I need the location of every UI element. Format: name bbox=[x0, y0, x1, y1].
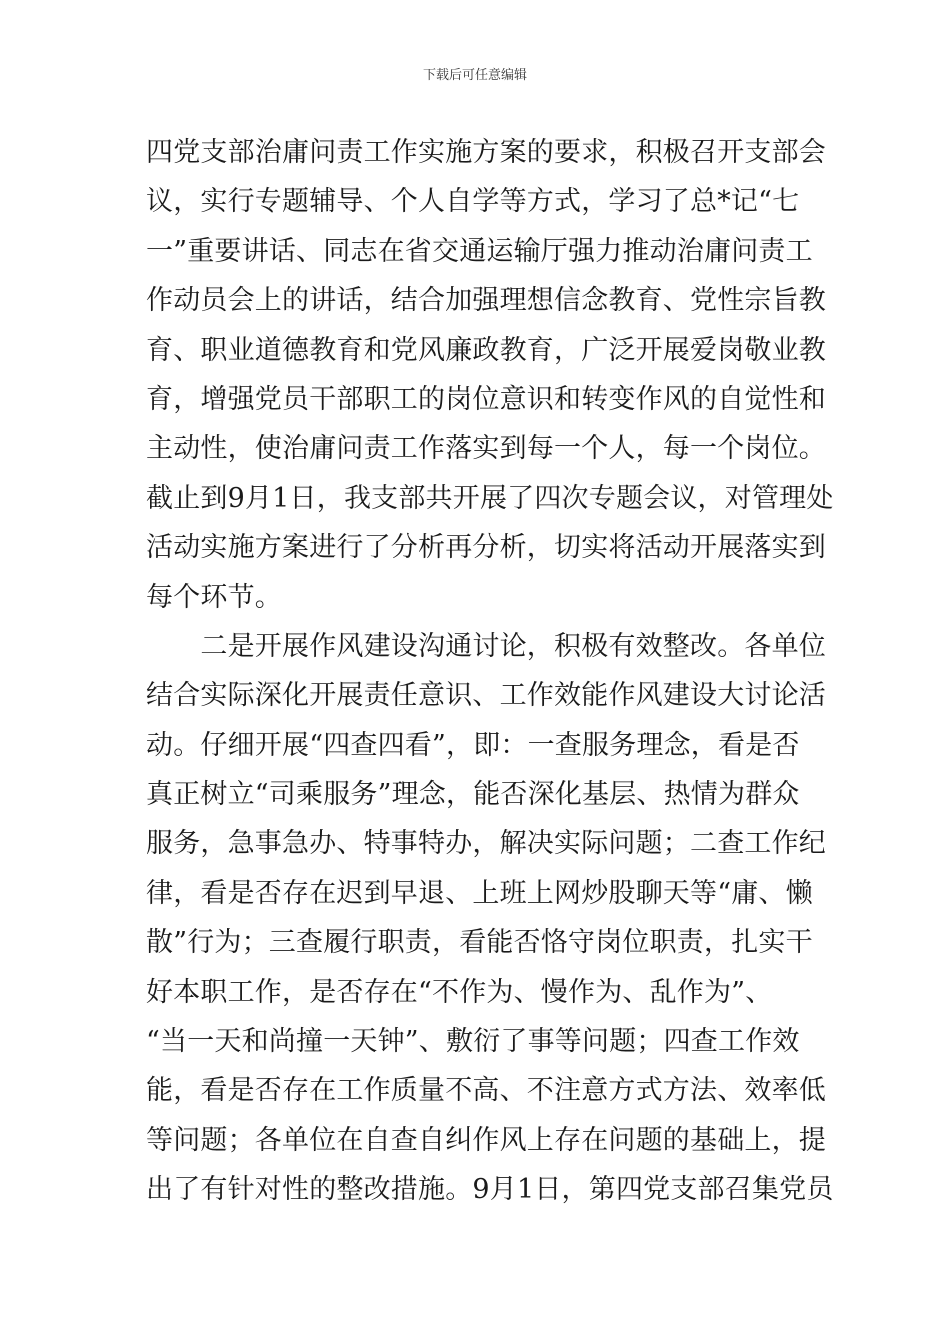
text-line: 议，实行专题辅导、个人自学等方式，学习了总*记“七 bbox=[146, 186, 800, 218]
text-line: 二是开展作风建设沟通讨论，积极有效整改。各单位 bbox=[146, 630, 826, 662]
text-line: 截止到9月1日，我支部共开展了四次专题会议，对管理处 bbox=[146, 482, 834, 514]
text-line: 结合实际深化开展责任意识、工作效能作风建设大讨论活 bbox=[146, 680, 826, 712]
text-line: 四党支部治庸问责工作实施方案的要求，积极召开支部会 bbox=[146, 137, 826, 168]
text-line: “当一天和尚撞一天钟”、敷衍了事等问题；四查工作效 bbox=[146, 1026, 800, 1058]
text-line: 服务，急事急办、特事特办，解决实际问题；二查工作纪 bbox=[146, 828, 826, 860]
text-line: 出了有针对性的整改措施。9月1日，第四党支部召集党员 bbox=[146, 1174, 834, 1206]
text-line: 律，看是否存在迟到早退、上班上网炒股聊天等“庸、懒 bbox=[146, 877, 813, 909]
text-line: 活动实施方案进行了分析再分析，切实将活动开展落实到 bbox=[146, 532, 826, 564]
text-line: 能，看是否存在工作质量不高、不注意方式方法、效率低 bbox=[146, 1075, 826, 1107]
text-line: 作动员会上的讲话，结合加强理想信念教育、党性宗旨教 bbox=[146, 285, 826, 317]
document-body bbox=[146, 128, 834, 1215]
text-line: 等问题；各单位在自查自纠作风上存在问题的基础上，提 bbox=[146, 1124, 826, 1156]
text-line: 好本职工作，是否存在“不作为、慢作为、乱作为”、 bbox=[146, 976, 773, 1008]
text-line: 散”行为；三查履行职责，看能否恪守岗位职责，扎实干 bbox=[146, 927, 813, 959]
text-line: 动。仔细开展“四查四看”，即：一查服务理念，看是否 bbox=[146, 729, 800, 761]
text-line: 每个环节。 bbox=[146, 581, 282, 613]
text-line: 主动性，使治庸问责工作落实到每一个人，每一个岗位。 bbox=[146, 433, 826, 465]
text-line: 育，增强党员干部职工的岗位意识和转变作风的自觉性和 bbox=[146, 383, 826, 415]
text-line: 真正树立“司乘服务”理念，能否深化基层、热情为群众 bbox=[146, 779, 800, 811]
text-line: 育、职业道德教育和党风廉政教育，广泛开展爱岗敬业教 bbox=[146, 334, 826, 366]
page-header: 下载后可任意编辑 bbox=[422, 68, 527, 83]
text-line: 一”重要讲话、同志在省交通运输厅强力推动治庸问责工 bbox=[146, 235, 813, 267]
